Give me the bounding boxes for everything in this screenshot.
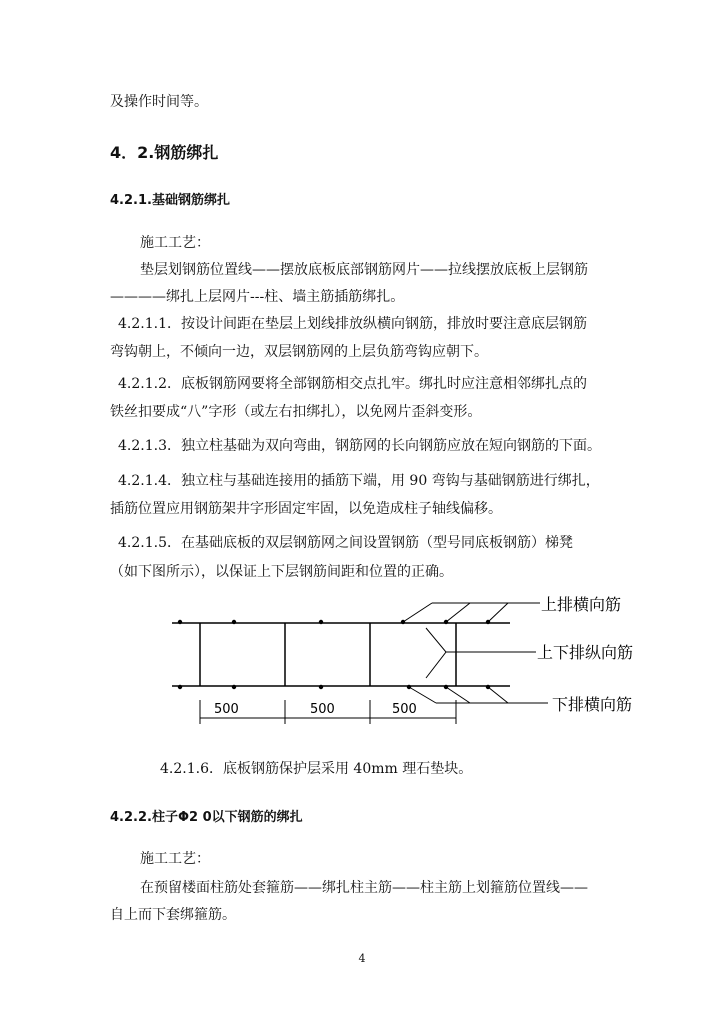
text-line: 4.2.1.2．底板钢筋网要将全部钢筋相交点扎牢。绑扎时应注意相邻绑扎点的 [118,376,587,392]
text-line: 施工工艺： [140,235,210,251]
text-line: 施工工艺： [140,851,210,867]
text-line: 及操作时间等。 [110,94,208,110]
text-line: 弯钩朝上，不倾向一边，双层钢筋网的上层负筋弯钩应朝下。 [110,344,488,360]
text-line: 4.2.1.3．独立柱基础为双向弯曲，钢筋网的长向钢筋应放在短向钢筋的下面。 [118,438,601,454]
text-line: 垫层划钢筋位置线——摆放底板底部钢筋网片——拉线摆放底板上层钢筋 [140,262,588,278]
label-top-bars: 上排横向筋 [541,595,622,614]
subsection-heading: 4.2.2.柱子Φ2 0以下钢筋的绑扎 [110,810,303,825]
section-heading: 4．2.钢筋绑扎 [110,143,219,162]
label-middle-bars: 上下排纵向筋 [537,643,634,662]
text-line: 4.2.1.6．底板钢筋保护层采用 40mm 理石垫块。 [160,761,473,777]
label-bottom-bars: 下排横向筋 [552,695,633,714]
text-line: 4.2.1.5．在基础底板的双层钢筋网之间设置钢筋（型号同底板钢筋）梯凳 [118,535,573,551]
dimension-label: 500 [310,702,335,717]
text-line: （如下图所示），以保证上下层钢筋间距和位置的正确。 [110,564,453,580]
text-line: 4.2.1.1．按设计间距在垫层上划线排放纵横向钢筋，排放时要注意底层钢筋 [118,316,587,332]
page-number: 4 [358,952,366,965]
dimension-label: 500 [392,702,417,717]
text-line: ————绑扎上层网片---柱、墙主筋插筋绑扎。 [110,289,405,305]
text-line: 铁丝扣要成“八”字形（或左右扣绑扎），以免网片歪斜变形。 [110,404,482,420]
text-line: 插筋位置应用钢筋架井字形固定牢固，以免造成柱子轴线偏移。 [110,501,502,517]
dimension-label: 500 [214,702,239,717]
subsection-heading: 4.2.1.基础钢筋绑扎 [110,193,230,208]
text-line: 自上而下套绑箍筋。 [110,907,236,923]
text-line: 在预留楼面柱筋处套箍筋——绑扎柱主筋——柱主筋上划箍筋位置线—— [140,880,588,896]
text-line: 4.2.1.4．独立柱与基础连接用的插筋下端，用 90 弯钩与基础钢筋进行绑扎， [118,473,600,489]
